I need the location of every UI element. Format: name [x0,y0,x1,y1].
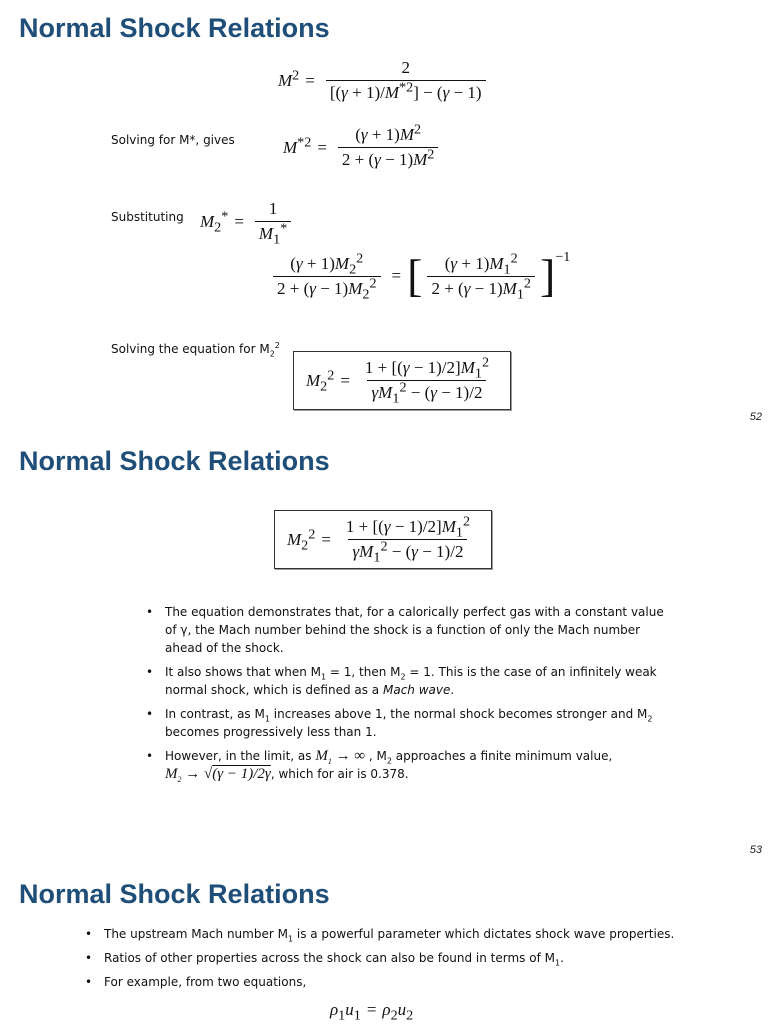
math-m1-to-infinity: $M_1$ → ∞ [315,748,366,766]
equation-m2star: $M_2^*$ = $\frac{1}{M_1^*}$ [200,199,296,244]
note-substituting: Substituting [111,210,184,224]
equation-continuity: $\rho_1u_1$ = $\rho_2u_2$ [330,1000,414,1024]
equation-mstar-squared: $M^{*2}$ = $\frac{(\gamma + 1)M^2}{2 + (\gamma - 1)M^2}$ [283,125,443,170]
bullet-item-stronger-shock: • In contrast, as $M_1$ increases above 1, the normal shock becomes stronger and $M_2$ becomes progressively less than 1. [146,705,666,741]
bullet-item-upstream-mach: • The upstream Mach number $M_1$ is a powerful parameter which dictates shock wave properties. [85,925,725,943]
math-m2-limit: $M_2 \to √(\gamma - 1)/2\gamma$ [165,766,271,784]
slide-title-1: Normal Shock Relations [19,13,330,43]
page-number-52: 52 [749,411,762,423]
equation-substituted: $\frac{(\gamma + 1)M_2^2}{2 + (\gamma - 1)M_2^2}$ = [ $\frac{(\gamma + 1)M_1^2}{2 + (\gamma - 1)M_1^2}$ ] −1 [268,253,570,299]
page-number-53: 53 [749,844,762,856]
bullet-item-ratios: • Ratios of other properties across the shock can also be found in terms of $M_1$. [85,949,725,967]
bullet-list-slide2 [146,603,666,789]
bullet-item-limit: • However, in the limit, as $M_1$ → ∞ , $M_2$ approaches a finite minimum value, $M_2 \to √(\gamma - 1)/2\gamma$, which for air is 0.378. [146,747,666,783]
boxed-equation-m2-squared: $M_2^2$ = $\frac{1 + [(\gamma - 1)/2]M_1^2}{\gamma M_1^2 - (\gamma - 1)/2}$ [293,351,511,410]
note-solving-for-mstar: Solving for M*, gives [111,133,235,147]
bullet-item-for-example: • For example, from two equations, [85,973,725,991]
note-solving-for-m2: Solving the equation for $M_2^2$ [111,341,280,359]
bullet-list-slide3 [85,925,725,997]
boxed-equation-m2-squared-repeat: $M_2^2$ = $\frac{1 + [(\gamma - 1)/2]M_1^2}{\gamma M_1^2 - (\gamma - 1)/2}$ [274,510,492,569]
equation-mach-squared: $M^2$ = $\frac{2}{[(\gamma + 1)/M^{*2}] - (\gamma - 1)}$ [278,58,491,103]
slide-title-2: Normal Shock Relations [19,446,330,476]
bullet-item-mach-wave: • It also shows that when $M_1 = 1$, then $M_2 = 1$. This is the case of an infinitely weak normal shock, which is defined as a Mach wave. [146,663,666,699]
bullet-item-calorically-perfect: • The equation demonstrates that, for a calorically perfect gas with a constant value of γ, the Mach number behind the shock is a function of only the Mach number ahead of the shock. [146,603,666,657]
slide-title-3: Normal Shock Relations [19,879,330,909]
